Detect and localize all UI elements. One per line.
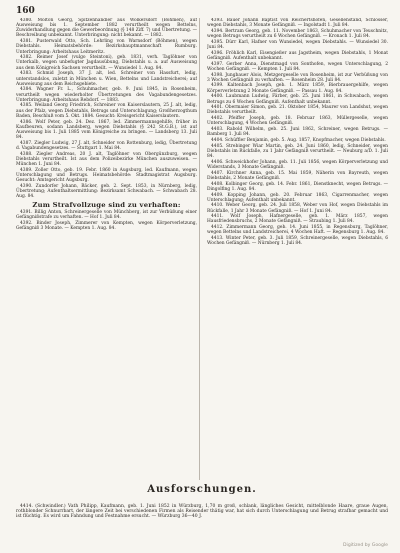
left-column	[16, 18, 197, 486]
entry: 4386. Wolf Peter, geb. 24. Dez. 1867, led. Zimmermannsgehilfe, früher in Kaufbeuren, sodann Landsberg, wegen Diebstahls (§ 242 St.G.B.), ist auf Ausweisung bis 1. Juli 1885 vom Königreiche zu bringen. — Landsberg 13. Juli 84.	[16, 119, 197, 140]
section-heading: Ausforschungen.	[147, 484, 257, 495]
entry: 4400. Laubmann Ludwig, Färber, geb. 25. Juni 1861, in Schwabach, wegen Betrugs zu 6 Wochen Gefängniß. Aufenthalt unbekannt.	[207, 94, 388, 105]
entry: 4385. Weiland Georg Friedrich, Schreiner von Kaiserslautern, 25 J. alt, ledig, aus der Pfalz, wegen Diebstahls, Betrugs und Unterschlagung; Großherzogthum Baden, Beschluß vom 5. Okt. 1884. Gesucht: Kreisgericht Kaiserslautern.	[16, 103, 197, 119]
entry: 4401. Obermaier Simon, geb. 21. Oktober 1854, Maurer von Landshut, wegen Diebstahls verurtheilt.	[207, 105, 388, 116]
entry: 4387. Ziegler Ludwig, 27 J. alt, Schneider von Rottenburg, ledig, Übertretung d. Vagabundengesetzes. — Stuttgart 1. Mai 84.	[16, 140, 197, 151]
entry: 4391. Billig Anton, Schreinergeselle von Münchberg, ist zur Verbüßung einer Gefängnißstrafe zu verhaften. — Hof 1. Juli 84.	[16, 210, 197, 221]
entry: 4403. Rabold Wilhelm, geb. 25. Juni 1862, Schreiner, wegen Betrugs. — Bamberg 1. Juli 84.	[207, 127, 388, 138]
right-column	[207, 18, 388, 486]
entry: 4405. Strebinger Wiar Martin, geb. 24. Juni 1860, ledig, Schneider, wegen Diebstahls im Rückfalle, zu 1 Jahr Gefängniß verurtheilt. — Neuburg a/D. 1. Juli 84.	[207, 143, 388, 160]
entry: 4408. Kolbinger Georg, geb. 14. Febr. 1861, Dienstknecht, wegen Betrugs. — Dingolfing 1. Aug. 84.	[207, 181, 388, 192]
entry: 4397. Gerber Anna, Dienstmagd von Sonthofen, wegen Unterschlagung, 2 Wochen Gefängniß. — Kempten 1. Juli 84.	[207, 61, 388, 72]
entry: 4414. (Schwindler.) Vath Philipp, Kaufmann, geb. 1. Juni 1852 in Würzburg, 1,70 m groß, schlank, längliches Gesicht, mittelblonde Haare, graue Augen, rothblonder Schnurrbart, der längere Zeit bei verschiedenen Firmen als Reisender thätig war, hat sich durch Unterschlagung und Betrug strafbar gemacht und ist flüchtig. Es wird um Fahndung und Festnahme ersucht. — Würzburg 36—40 J.	[16, 503, 388, 520]
entry: 4388. Ziegler Andreas, 20 J. alt, Taglöhner von Obergünzburg, wegen Diebstahls verurtheilt. Ist aus dem Polizeibezirke München auszuweisen. — München 1. Juni 84.	[16, 151, 197, 167]
entry: 4411. Wolf Joseph, Hafnergeselle, geb. 1. März 1857, wegen Hausfriedensbruchs, 2 Monate Gefängniß. — Straubing 1. Juli 84.	[207, 214, 388, 225]
entry: 4393. Bauer Johann Baptist von Reichertshofen, Gesellenstand, Schlosser, wegen Diebstahls, 3 Monate Gefängniß. — Ingolstadt 1. Juli 84.	[207, 18, 388, 29]
entry: 4390. Zundorfer Johann, Bäcker, geb. 2. Sept. 1853, in Nürnberg, ledig, Übertretung; Aufenthaltsermittlung: Bezirksamt Schwabach. — Schwabach 28. Aug. 84.	[16, 183, 197, 200]
entry: 4398. Jungbauer Alois, Metzgergeselle von Rosenheim, ist zur Verbüßung von 3 Wochen Gefängniß zu verhaften. — Rosenheim 28. Juli 84.	[207, 72, 388, 83]
two-column-body	[16, 18, 388, 486]
entry: 4409. Kopping Johann, geb. 20. Februar 1863, Cigarrenmacher, wegen Unterschlagung; Aufenthalt unbekannt.	[207, 192, 388, 203]
entry: 4413. Winter Peter, geb. 3. Juli 1859, Schreinergeselle, wegen Diebstahls, 6 Wochen Gefängniß. — Nürnberg 1. Juli 84.	[207, 236, 388, 247]
entry: 4406. Schweickhofer Johann, geb. 11. Juli 1856, wegen Körperverletzung und Widerstands, 3 Monate Gefängniß.	[207, 159, 388, 170]
page-number: 160	[16, 6, 35, 16]
section-title: Zum Strafvollzuge sind zu verhaften:	[32, 201, 181, 210]
entry: 4407. Kirchner Anna, geb. 15. Mai 1859, Näherin von Bayreuth, wegen Diebstahls, 2 Monate Gefängniß.	[207, 170, 388, 181]
entry: 4404. Schüffler Benjamin, geb. 5. Aug. 1857, Knopfmacher, wegen Diebstahls.	[211, 137, 386, 143]
entry: 4382. Reimer Josef (vulgo Steintoni), geb. 1831, verh. Taglöhner von Unterkalb, wegen unbefugter Jagdausübung, Diebstahls u. a. auf Ausweisung aus dem Königreich Sachsen verurtheilt. — Wunsiedel 1. Aug. 84.	[16, 55, 197, 71]
entry: 4381. Pusterwald Otto, Sch. Lehrling von Warnsdorf (Böhmen), wegen Diebstahls. Heimatsbehörde: Bezirkshauptmannschaft Rumburg. Unterbringung: Arbeitshaus Leitmeritz.	[16, 39, 197, 55]
entry: 4392. Binder Joseph, Zimmerer von Kempten, wegen Körperverletzung, Gefängniß 3 Monate. — Kempten 1. Aug. 84.	[16, 221, 197, 232]
entry: 4402. Pfeiffer Joseph, geb. 18. Februar 1863, Müllergeselle, wegen Unterschlagung, 4 Wochen Gefängniß.	[207, 116, 388, 127]
entry: 4410. Weber Georg, geb. 24. Juli 1858, Weber von Hof, wegen Diebstahls im Rückfalle, 1 Jahr 3 Monate Gefängniß. — Hof 1. Juni 84.	[207, 203, 388, 214]
entry: 4380. Molton Georg, Spitzenhändler aus Wolkersdorf (Böhmen), auf Ausweisung bis 1. September 1882 verurtheilt wegen Bettelns, Zuwiderhandlung gegen die Gewerbeordnung (§ 148 Ziff. 7) und Übertretung. — Beschreibung unbekannt. Unterbringung: nicht bekannt. — 1882.	[16, 18, 197, 39]
digitization-watermark: Digitized by Google	[343, 543, 388, 548]
entry: 4412. Zimmermann Georg, geb. 14. Juni 1855, in Regensburg, Taglöhner, wegen Bettelns und Landstreicherei, 4 Wochen Haft. — Regensburg 1. Aug. 84.	[207, 225, 388, 236]
entry: 4383. Schmid Joseph, 37 J. alt, led. Schreiner von Hassfurt, ledig, unterstandslos, zuletzt in München u. Wien, Bettelns und Landstreicherei; auf Ausweisung aus dem Reichsgebiete.	[16, 71, 197, 87]
entry: 4396. Fröhlich Karl, Eisengießer aus Jagstheim, wegen Diebstahls, 1 Monat Gefängniß. Aufenthalt unbekannt.	[207, 50, 388, 61]
entry: 4389. Zoller Otto, geb. 19. Febr. 1860 in Augsburg, led. Kaufmann, wegen Unterschlagung und Betrugs. Heimatsbehörde: Stadtmagistrat Augsburg. Gesucht: Amtsgericht Augsburg.	[16, 167, 197, 184]
entry: 4384. Wagner Fr. L., Schuhmacher, geb. 9. Juni 1845, in Rosenheim, verurtheilt wegen wiederholter Übertretungen des Vagabundengesetzes. Unterbringung: Arbeitshaus Rebdorf. — 1883.	[16, 87, 197, 103]
entry: 4399. Kaltenbach Joseph, geb. 1. März 1859, Bierbrauergehilfe, wegen Körperverletzung 2 Monate Gefängniß. — Passau 1. Aug. 84.	[207, 83, 388, 94]
entry: 4395. Dürr Karl, Hafner von Wunsiedel, wegen Diebstahls. — Wunsiedel 30. Juni 84.	[207, 39, 388, 50]
entry: 4394. Bertram Georg, geb. 11. November 1863, Schuhmacher von Teuschnitz, wegen Betrugs verurtheilt zu 6 Wochen Gefängniß. — Kronach 1. Juli 84.	[207, 28, 388, 40]
